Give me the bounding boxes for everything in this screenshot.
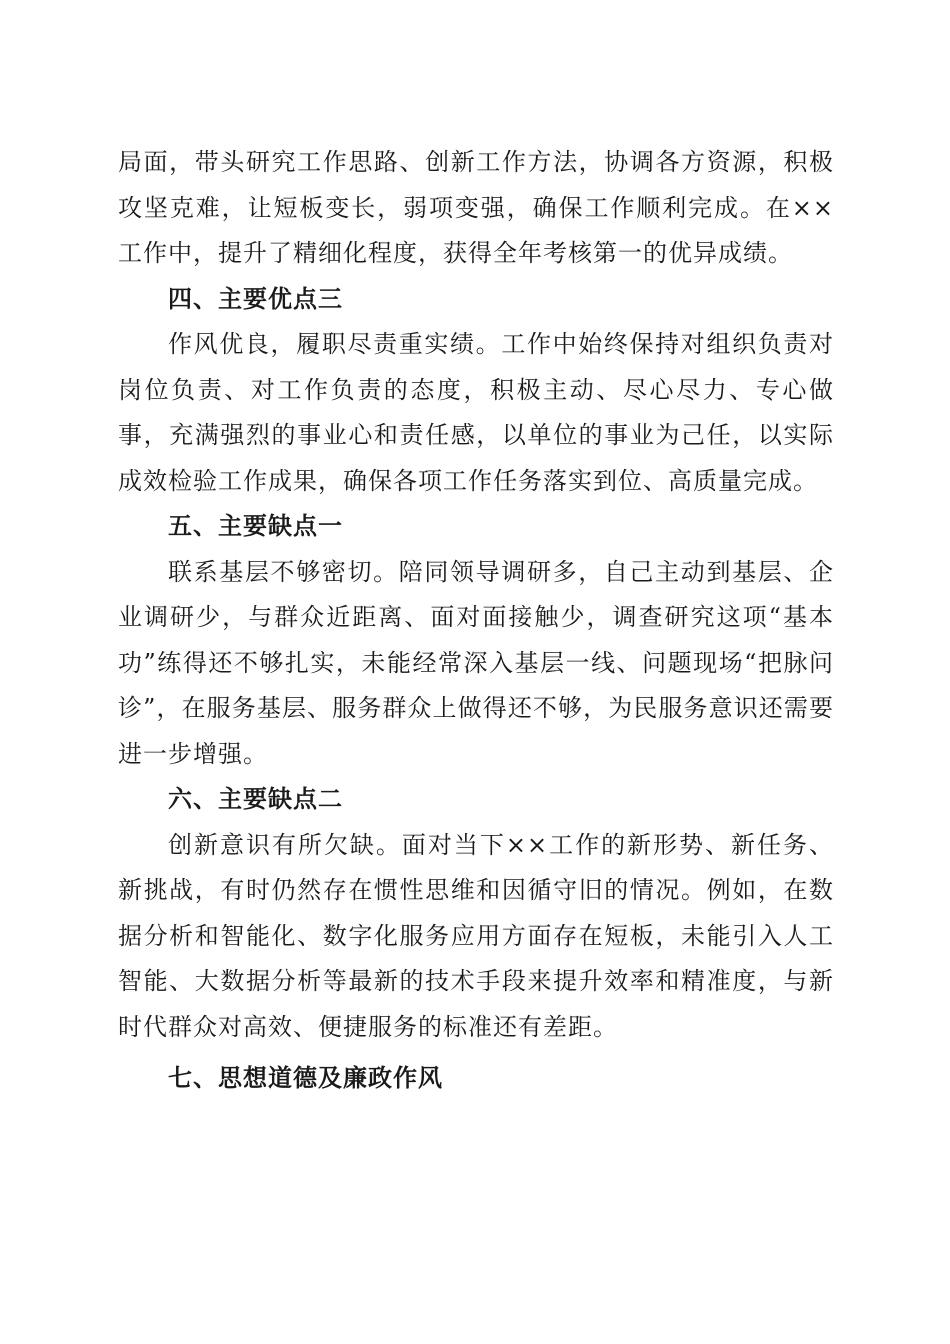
paragraph-continued: 局面，带头研究工作思路、创新工作方法，协调各方资源，积极攻坚克难，让短板变长，弱项变强，确保工作顺利完成。在××工作中，提升了精细化程度，获得全年考核第一的优异成绩。 [118, 148, 834, 267]
heading-advantage-three: 四、主要优点三 [168, 284, 343, 313]
heading-ethics-integrity: 七、思想道德及廉政作风 [168, 1064, 443, 1092]
document-body [118, 140, 834, 1102]
heading-shortcoming-two: 六、主要缺点二 [168, 785, 343, 813]
paragraph-advantage-three: 作风优良，履职尽责重实绩。工作中始终保持对组织负责对岗位负责、对工作负责的态度，积极主动、尽心尽力、专心做事，充满强烈的事业心和责任感，以单位的事业为己任，以实际成效检验工作成果，确保各项工作任务落实到位、高质量完成。 [118, 330, 834, 495]
heading-shortcoming-one: 五、主要缺点一 [168, 512, 343, 540]
paragraph-shortcoming-one: 联系基层不够密切。陪同领导调研多，自己主动到基层、企业调研少，与群众近距离、面对面接触少，调查研究这项“基本功”练得还不够扎实，未能经常深入基层一线、问题现场“把脉问诊”，在服务基层、服务群众上做得还不够，为民服务意识还需要进一步增强。 [118, 557, 834, 768]
paragraph-shortcoming-two: 创新意识有所欠缺。面对当下××工作的新形势、新任务、新挑战，有时仍然存在惯性思维和因循守旧的情况。例如，在数据分析和智能化、数字化服务应用方面存在短板，未能引入人工智能、大数据分析等最新的技术手段来提升效率和精准度，与新时代群众对高效、便捷服务的标准还有差距。 [118, 830, 834, 1041]
